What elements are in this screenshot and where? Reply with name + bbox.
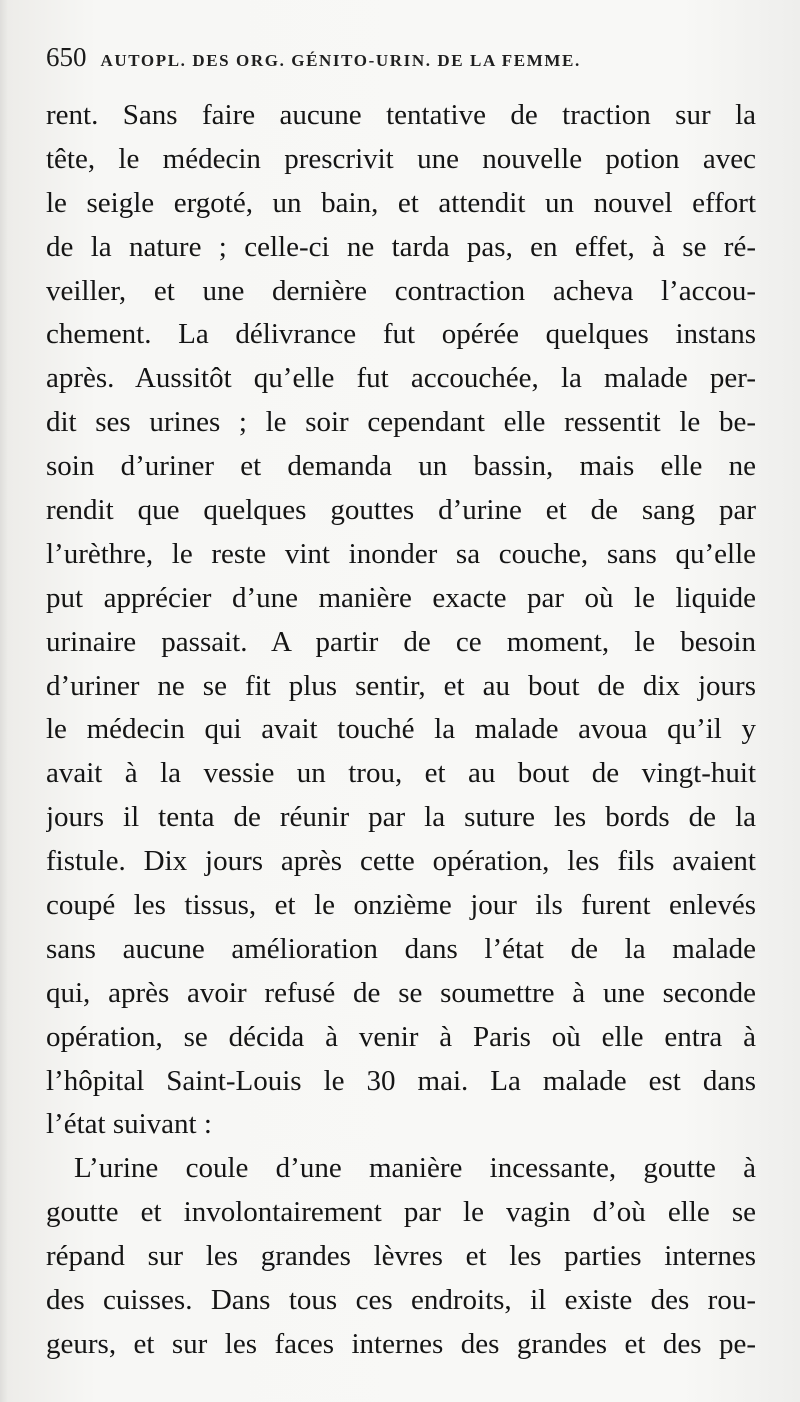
text-line: tête, le médecin prescrivit une nouvelle potion avec (46, 142, 756, 175)
text-line: veiller, et une dernière contraction acheva l’accou- (46, 274, 756, 307)
text-line: l’hôpital Saint-Louis le 30 mai. La malade est dans (46, 1064, 756, 1097)
running-head: AUTOPL. DES ORG. GÉNITO-URIN. DE LA FEMME. (100, 51, 581, 70)
text-line: dit ses urines ; le soir cependant elle ressentit le be- (46, 406, 756, 439)
text-line: L’urine coule d’une manière incessante, goutte à (74, 1152, 756, 1185)
text-line: rendit que quelques gouttes d’urine et de sang par (46, 494, 756, 527)
text-line: après. Aussitôt qu’elle fut accouchée, la malade per- (46, 362, 756, 395)
text-line: soin d’uriner et demanda un bassin, mais elle ne (46, 450, 756, 483)
text-line: l’état suivant : (46, 1108, 212, 1141)
text-line: des cuisses. Dans tous ces endroits, il existe des rou- (46, 1284, 756, 1317)
text-line: de la nature ; celle-ci ne tarda pas, en effet, à se ré- (46, 230, 756, 263)
text-line: l’urèthre, le reste vint inonder sa couche, sans qu’elle (46, 537, 756, 570)
text-line: d’uriner ne se fit plus sentir, et au bout de dix jours (46, 669, 756, 702)
text-line: opération, se décida à venir à Paris où elle entra à (46, 1020, 756, 1053)
page-shadow (0, 0, 8, 1402)
text-line: jours il tenta de réunir par la suture les bords de la (46, 801, 756, 834)
body-text (46, 94, 756, 1367)
text-line: qui, après avoir refusé de se soumettre à une seconde (46, 976, 756, 1009)
page-header (46, 42, 766, 78)
text-line: put apprécier d’une manière exacte par où le liquide (46, 581, 756, 614)
text-line: avait à la vessie un trou, et au bout de vingt-huit (46, 757, 756, 790)
paragraph (46, 94, 756, 1147)
text-line: urinaire passait. A partir de ce moment, le besoin (46, 625, 756, 658)
text-line: fistule. Dix jours après cette opération, les fils avaient (46, 845, 756, 878)
text-line: goutte et involontairement par le vagin d’où elle se (46, 1196, 756, 1229)
text-line: geurs, et sur les faces internes des grandes et des pe- (46, 1327, 756, 1360)
page-number: 650 (46, 42, 87, 72)
text-line: chement. La délivrance fut opérée quelques instans (46, 318, 756, 351)
text-line: le médecin qui avait touché la malade avoua qu’il y (46, 713, 756, 746)
text-line: coupé les tissus, et le onzième jour ils furent enlevés (46, 889, 756, 922)
text-line: répand sur les grandes lèvres et les parties internes (46, 1240, 756, 1273)
text-line: rent. Sans faire aucune tentative de traction sur la (46, 99, 756, 131)
text-line: le seigle ergoté, un bain, et attendit un nouvel effort (46, 186, 756, 219)
paragraph (46, 1147, 756, 1366)
text-line: sans aucune amélioration dans l’état de la malade (46, 932, 756, 965)
